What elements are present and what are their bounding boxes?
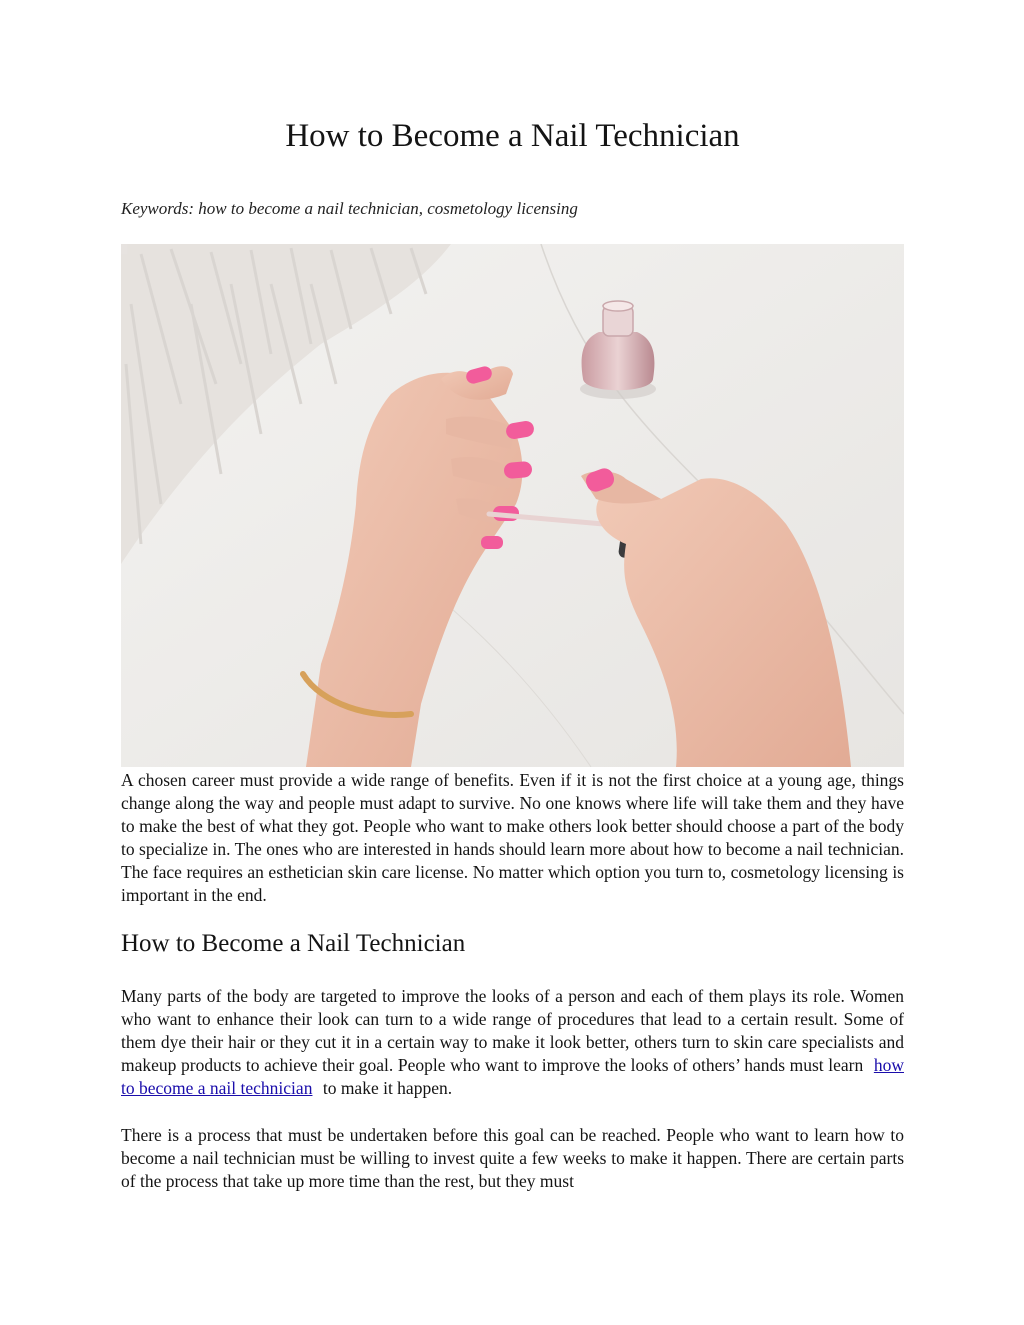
nail-technician-link[interactable]: how to become a nail technician bbox=[121, 1055, 904, 1098]
body-paragraph-1 bbox=[121, 985, 904, 1100]
body-paragraph-2: There is a process that must be undertaken before this goal can be reached. People who want to learn how to become a nail technician must be willing to invest quite a few weeks to make it happen. There are certain parts of the process that take up more time than the rest, but they must bbox=[121, 1125, 904, 1191]
nail-polish-photo bbox=[121, 244, 904, 767]
paragraph-text-end: to make it happen. bbox=[322, 1078, 453, 1098]
paragraph-text: Many parts of the body are targeted to improve the looks of a person and each of them plays its role. Women who want to enhance their look can turn to a wide range of procedures that lead to a certain result. Some of them dye their hair or they cut it in a certain way to make it look better, others turn to skin care specialists and makeup products to achieve their goal. People who want to improve the looks of others’ hands must learn bbox=[121, 986, 904, 1075]
intro-paragraph: A chosen career must provide a wide range of benefits. Even if it is not the first choice at a young age, things change along the way and people must adapt to survive. No one knows where life will take them and they have to make the best of what they got. People who want to make others look better should choose a part of the body to specialize in. The ones who are interested in hands should learn more about how to become a nail technician. The face requires an esthetician skin care license. No matter which option you turn to, cosmetology licensing is important in the end. bbox=[121, 770, 904, 905]
keywords-line: Keywords: how to become a nail technician, cosmetology licensing bbox=[121, 199, 578, 218]
section-heading: How to Become a Nail Technician bbox=[121, 930, 466, 957]
hands-painting-nails-illustration bbox=[121, 244, 904, 767]
page-title: How to Become a Nail Technician bbox=[285, 118, 740, 154]
